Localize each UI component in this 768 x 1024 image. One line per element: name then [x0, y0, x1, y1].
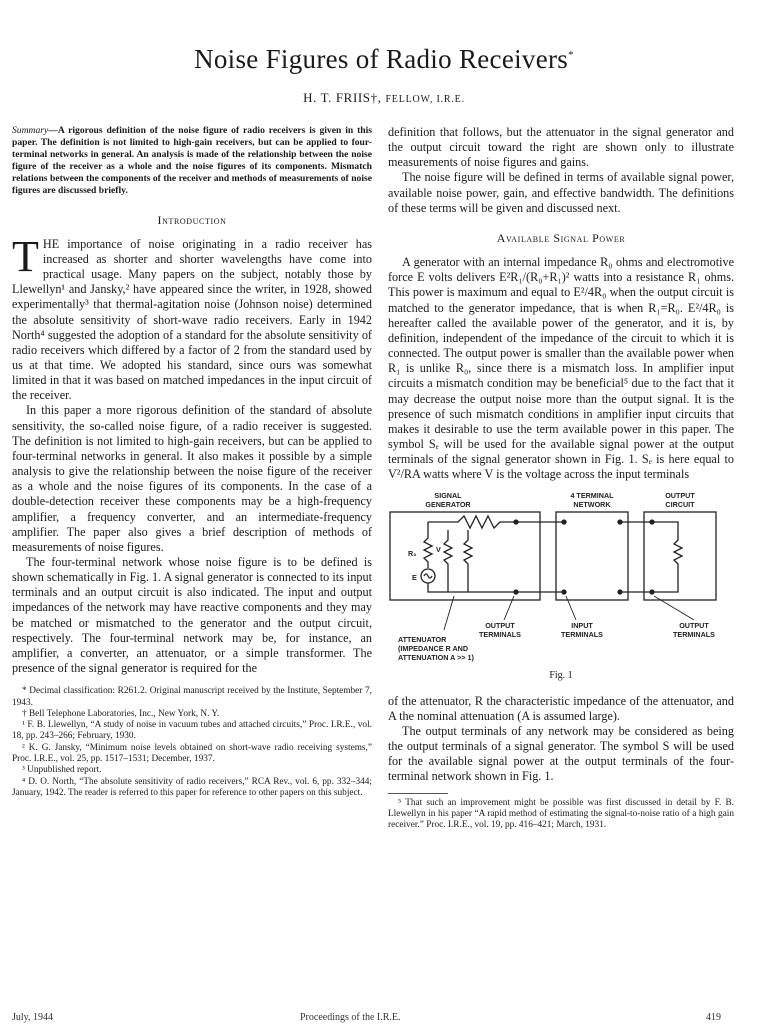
- intro-paragraph-2: In this paper a more rigorous definition of the standard of absolute sensitivity, the so-called noise figure, of a radio receiver is suggested. The definition is not limited to high-gain receivers, but can be applied to four-terminal networks in general. It also makes it possible by a simple analysis to give the relationship between the noise figure of the receiver as a whole and the noise figures of its components. In the case of a double-detection receiver these components may be a high-frequency amplifier, a frequency converter, and an intermediate-frequency amplifier. The paper also gives a brief description of methods of measurements of noise figures.: [12, 403, 372, 554]
- page-number: 419: [706, 1012, 721, 1023]
- fig-label-output-terminals-2a: OUTPUT: [679, 621, 709, 631]
- footline-date: July, 1944: [12, 1012, 54, 1023]
- fig-label-circuit: CIRCUIT: [665, 500, 695, 510]
- summary-label: Summary: [12, 125, 49, 136]
- attenuator-shunt: [464, 530, 472, 592]
- figure-1: [388, 490, 734, 668]
- right-paragraph-4: of the attenuator, R the characteristic impedance of the attenuator, and A the nominal attenuation (A is assumed large).: [388, 693, 734, 723]
- summary-text: —A rigorous definition of the noise figure of radio receivers is given in this paper. The definition is not limited to high-gain receivers, but can be applied to four-terminal networks in general. An analysis is made of the relationship between the noise figure of the receiver as a whole and the noise figures of its components. Mismatch relations between the components of the receiver and methods of measurements of noise figures are discussed briefly.: [12, 125, 372, 197]
- fig-label-input-terminals-b: TERMINALS: [561, 630, 603, 640]
- left-footnotes: [12, 686, 372, 799]
- figure-1-caption: Fig. 1: [549, 670, 573, 682]
- fig-label-attenuator: ATTENUATOR: [398, 635, 447, 645]
- right-paragraph-1: definition that follows, but the attenuator in the signal generator and the output circuit toward the right are shown only to illustrate measurements of noise figures and gains.: [388, 125, 734, 170]
- fig-label-e: E: [412, 573, 417, 583]
- footnote-3: ³ Unpublished report.: [22, 765, 102, 776]
- available-signal-power-heading: Available Signal Power: [496, 230, 626, 245]
- fig-label-output-terminals-1a: OUTPUT: [485, 621, 515, 631]
- footnote-rule: [388, 793, 448, 794]
- attenuator-series: [428, 516, 508, 528]
- fig-label-output-terminals-1b: TERMINALS: [479, 630, 521, 640]
- author-line: [0, 90, 768, 106]
- footnote-decimal: * Decimal classification: R261.2. Original manuscript received by the Institute, September 7, 1943.: [12, 686, 372, 708]
- footnote-affiliation: † Bell Telephone Laboratories, Inc., New York, N. Y.: [22, 708, 220, 719]
- footnote-1: ¹ F. B. Llewellyn, “A study of noise in vacuum tubes and attached circuits,” Proc. I.R.E., vol. 18, pp. 243–266; February, 1930.: [12, 720, 372, 742]
- fig-label-4-terminal: 4 TERMINAL: [570, 491, 614, 501]
- footline-journal: Proceedings of the I.R.E.: [300, 1012, 401, 1023]
- fig-label-output: OUTPUT: [665, 491, 695, 501]
- circuit-diagram: [388, 490, 734, 668]
- r0-resistor: [424, 522, 432, 568]
- right-footnotes: [388, 798, 734, 832]
- footnote-4: ⁴ D. O. North, “The absolute sensitivity of radio receivers,” RCA Rev., vol. 6, pp. 332–344; January, 1942. The reader is referred to this paper for reference to other papers on this subject.: [12, 776, 372, 798]
- fig-label-network: NETWORK: [573, 500, 611, 510]
- author-name: H. T. FRIIS†,: [303, 90, 382, 105]
- v-branch: [444, 530, 452, 592]
- fig-label-impedance: (IMPEDANCE R AND: [398, 644, 469, 654]
- summary-paragraph: [12, 125, 372, 198]
- paper-title: [0, 44, 768, 75]
- left-column: [12, 125, 372, 799]
- title-footnote-mark: *: [568, 49, 574, 61]
- fig-label-signal: SIGNAL: [434, 491, 462, 501]
- network-box: [556, 512, 628, 600]
- footnote-2: ² K. G. Jansky, “Minimum noise levels obtained on short-wave radio receiving systems,” Proc. I.R.E., vol. 25, pp. 1517–1531; December, 1937.: [12, 742, 372, 765]
- fig-label-v: V: [436, 545, 441, 555]
- fig-label-input-terminals-a: INPUT: [571, 621, 593, 631]
- right-paragraph-2: The noise figure will be defined in terms of available signal power, available noise power, gain, and effective bandwidth. The definitions of these terms will be given and discussed next.: [388, 170, 734, 215]
- right-column: [388, 125, 734, 831]
- right-paragraph-3: A generator with an internal impedance R₀ ohms and electromotive force E volts delivers E²R₁/(R₀+R₁)² watts into a resistance R₁ ohms. This power is maximum and equal to E²/4R₀ when the output circuit is matched to the generator impedance, that is when R₁=R₀. E²/4R₀ is hereafter called the available power of the generator, and it is, by definition, independent of the impedance of the circuit to which it is connected. The output power is smaller than the available power when R₁ is unlike R₀, since there is a mismatch loss. In amplifier input circuits a mismatch condition may be beneficial⁵ due to the fact that it may decrease the output noise more than the output signal. It is the presence of such mismatch conditions in amplifier input circuits that makes it desirable to use the term available power in this paper. The symbol Sₑ will be used for the available signal power at the output terminals of the signal generator shown in Fig. 1. Sₑ is here equal to V²/RA watts where V is the voltage across the input terminals: [388, 255, 734, 482]
- intro-paragraph-1-text: HE importance of noise originating in a radio receiver has increased as shorter and shorter wavelengths have come into practical usage. Many papers on the subject, notably those by Llewellyn¹ and Jansky,² have appeared since the writer, in 1928, showed experimentally³ that thermal-agitation noise (Johnson noise) determined the absolute sensitivity of short-wave radio receivers. Early in 1942 North⁴ suggested the adoption of a standard for the absolute sensitivity of radio receivers which differed by a factor of 2 from the standard used by us at that time. We adopted his standard, since ours was somewhat limited in that it was based on matched impedances in the input circuit of the receiver.: [12, 236, 372, 403]
- title-text: Noise Figures of Radio Receivers: [194, 44, 569, 74]
- intro-paragraph-3: The four-terminal network whose noise figure is to be defined is shown schematically in Fig. 1. A signal generator is connected to its input terminals and an output circuit is also indicated. The input and output impedances of the network may have reactive components and they may be matched or mismatched to the generator and the output circuit, respectively. The four-terminal network may be, for instance, an amplifier, a converter, an attenuator, or a simple transformer. The presence of the signal generator is required for the: [12, 555, 372, 676]
- author-membership: FELLOW, I.R.E.: [385, 94, 465, 105]
- introduction-heading: Introduction: [157, 212, 227, 227]
- intro-paragraph-1: [12, 231, 372, 404]
- output-circuit-box: [644, 512, 716, 600]
- right-paragraph-5: The output terminals of any network may be considered as being the output terminals of a signal generator. The symbol S will be used for the available signal power at the output terminals of the four-terminal network shown in Fig. 1.: [388, 723, 734, 784]
- drop-cap: T: [12, 231, 39, 281]
- fig-label-attenuation: ATTENUATION A >> 1): [398, 653, 474, 663]
- footnote-5: ⁵ That such an improvement might be possible was first discussed in detail by F. B. Llewellyn in his paper “A rapid method of estimating the signal-to-noise ratio of a high gain receiver.” Proc. I.R.E., vol. 19, pp. 416–421; March, 1931.: [388, 797, 734, 831]
- fig-label-output-terminals-2b: TERMINALS: [673, 630, 715, 640]
- fig-label-generator: GENERATOR: [425, 500, 471, 510]
- fig-label-r0: R₀: [408, 549, 417, 559]
- load-resistor: [652, 522, 682, 592]
